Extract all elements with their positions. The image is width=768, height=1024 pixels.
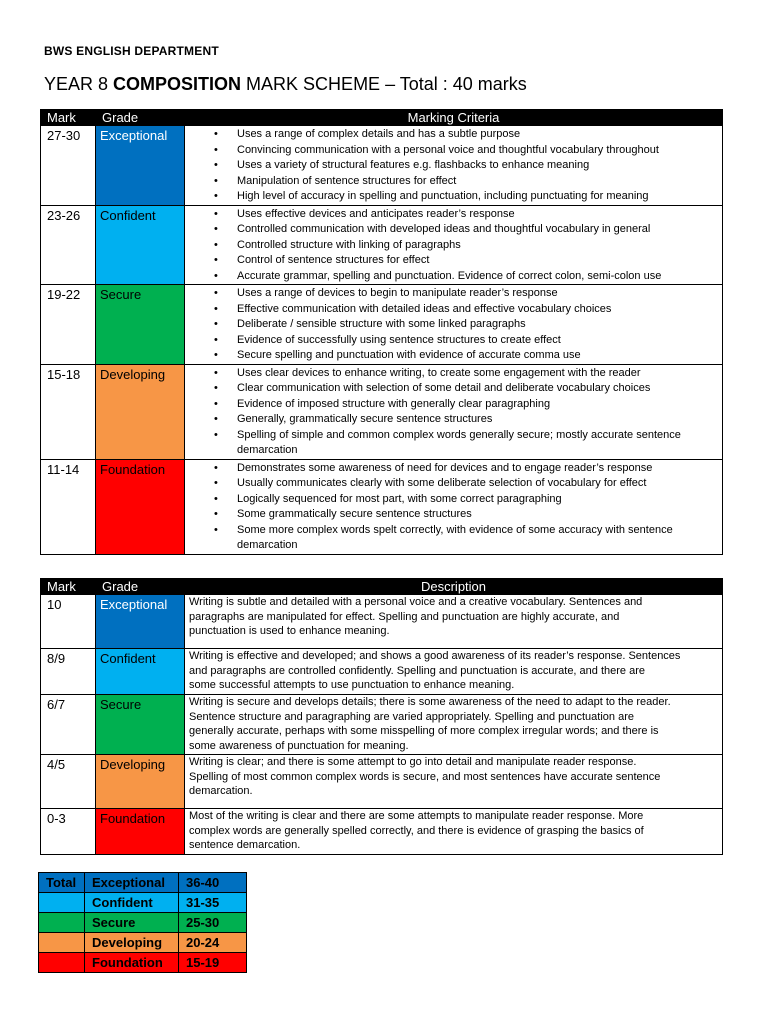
totals-row bbox=[39, 933, 247, 953]
description-line: Most of the writing is clear and there are some attempts to manipulate reader response. More bbox=[189, 810, 644, 822]
description-table bbox=[40, 578, 723, 855]
totals-range: 20-24 bbox=[179, 933, 247, 953]
criteria-bullet: • Uses effective devices and anticipates reader’s response bbox=[185, 207, 718, 223]
criteria-header-grade: Grade bbox=[96, 110, 185, 126]
criteria-bullet: • Effective communication with detailed ideas and effective vocabulary choices bbox=[185, 302, 718, 318]
description-mark: 8/9 bbox=[41, 649, 96, 695]
totals-table bbox=[38, 872, 247, 973]
totals-range: 25-30 bbox=[179, 913, 247, 933]
criteria-bullet: • Some grammatically secure sentence structures bbox=[185, 507, 718, 523]
description-cell bbox=[185, 809, 723, 855]
description-line: some successful attempts to use punctuation to enhance meaning. bbox=[189, 679, 515, 691]
criteria-cell bbox=[185, 285, 723, 365]
criteria-cell bbox=[185, 459, 723, 554]
totals-label-empty bbox=[39, 913, 85, 933]
criteria-grade: Foundation bbox=[96, 459, 185, 554]
title-suffix: MARK SCHEME – Total : 40 marks bbox=[241, 74, 527, 94]
description-line: punctuation is used to enhance meaning. bbox=[189, 625, 390, 637]
criteria-bullet: • Demonstrates some awareness of need for devices and to engage reader’s response bbox=[185, 461, 718, 477]
title-prefix: YEAR 8 bbox=[44, 74, 114, 94]
criteria-bullet: • Controlled structure with linking of paragraphs bbox=[185, 238, 718, 254]
criteria-bullet: • Evidence of imposed structure with generally clear paragraphing bbox=[185, 397, 718, 413]
description-line: and paragraphs are controlled confidently. Spelling and punctuation is accurate, and there are bbox=[189, 664, 645, 677]
description-line: Writing is secure and develops details; there is some awareness of the need to adapt to the reader. bbox=[189, 696, 671, 708]
totals-row bbox=[39, 893, 247, 913]
description-line: Writing is clear; and there is some attempt to go into detail and manipulate reader response. bbox=[189, 756, 637, 768]
criteria-row bbox=[41, 126, 723, 206]
description-line: some awareness of punctuation for meaning. bbox=[189, 739, 409, 752]
description-line: Spelling of most common complex words is secure, and most sentences have accurate sentence bbox=[189, 770, 661, 783]
criteria-mark: 19-22 bbox=[41, 285, 96, 365]
criteria-bullet: • High level of accuracy in spelling and punctuation, including punctuating for meaning bbox=[185, 189, 718, 205]
criteria-cell bbox=[185, 364, 723, 459]
page-title bbox=[44, 74, 527, 95]
criteria-table bbox=[40, 109, 723, 555]
description-grade: Developing bbox=[96, 755, 185, 809]
description-line: paragraphs are manipulated for effect. Spelling and punctuation are highly accurate, and bbox=[189, 610, 620, 623]
criteria-bullet: • Convincing communication with a personal voice and thoughtful vocabulary throughout bbox=[185, 143, 718, 159]
totals-range: 36-40 bbox=[179, 873, 247, 893]
criteria-bullet: • Deliberate / sensible structure with some linked paragraphs bbox=[185, 317, 718, 333]
totals-grade: Exceptional bbox=[85, 873, 179, 893]
totals-grade: Confident bbox=[85, 893, 179, 913]
description-row bbox=[41, 649, 723, 695]
description-header-grade: Grade bbox=[96, 579, 185, 595]
criteria-bullet: • Evidence of successfully using sentence structures to create effect bbox=[185, 333, 718, 349]
description-line: Writing is subtle and detailed with a personal voice and a creative vocabulary. Sentences and bbox=[189, 596, 643, 608]
criteria-grade: Developing bbox=[96, 364, 185, 459]
criteria-bullet: • Manipulation of sentence structures for effect bbox=[185, 174, 718, 190]
criteria-header-row bbox=[41, 110, 723, 126]
department-heading: BWS ENGLISH DEPARTMENT bbox=[44, 44, 219, 58]
description-row bbox=[41, 595, 723, 649]
totals-label-empty bbox=[39, 933, 85, 953]
description-grade: Exceptional bbox=[96, 595, 185, 649]
criteria-header-mark: Mark bbox=[41, 110, 96, 126]
criteria-cell bbox=[185, 126, 723, 206]
criteria-bullet: • Controlled communication with developed ideas and thoughtful vocabulary in general bbox=[185, 222, 718, 238]
description-grade: Foundation bbox=[96, 809, 185, 855]
totals-grade: Foundation bbox=[85, 953, 179, 973]
description-cell bbox=[185, 649, 723, 695]
totals-row bbox=[39, 913, 247, 933]
criteria-bullet: • Secure spelling and punctuation with evidence of accurate comma use bbox=[185, 348, 718, 364]
description-line: Writing is effective and developed; and shows a good awareness of its reader’s response. Sentences bbox=[189, 650, 681, 662]
criteria-header-criteria: Marking Criteria bbox=[185, 110, 723, 126]
criteria-row bbox=[41, 205, 723, 285]
criteria-mark: 15-18 bbox=[41, 364, 96, 459]
description-cell bbox=[185, 595, 723, 649]
description-mark: 0-3 bbox=[41, 809, 96, 855]
criteria-mark: 27-30 bbox=[41, 126, 96, 206]
description-line: generally accurate, perhaps with some misspelling of more complex irregular words; and there is bbox=[189, 725, 659, 737]
description-header-mark: Mark bbox=[41, 579, 96, 595]
description-line: Sentence structure and paragraphing are varied appropriately. Spelling and punctuation are bbox=[189, 710, 634, 723]
criteria-bullet: • Uses a variety of structural features e.g. flashbacks to enhance meaning bbox=[185, 158, 718, 174]
criteria-row bbox=[41, 285, 723, 365]
totals-grade: Developing bbox=[85, 933, 179, 953]
criteria-bullet: • Usually communicates clearly with some deliberate selection of vocabulary for effect bbox=[185, 476, 718, 492]
totals-row bbox=[39, 953, 247, 973]
description-row bbox=[41, 755, 723, 809]
criteria-bullet: • Uses a range of complex details and has a subtle purpose bbox=[185, 127, 718, 143]
description-grade: Confident bbox=[96, 649, 185, 695]
totals-label-empty bbox=[39, 953, 85, 973]
criteria-bullet: • Spelling of simple and common complex words generally secure; mostly accurate sentence demarcation bbox=[185, 428, 718, 459]
title-bold: COMPOSITION bbox=[113, 74, 242, 94]
description-row bbox=[41, 809, 723, 855]
description-header-row bbox=[41, 579, 723, 595]
criteria-bullet: • Uses a range of devices to begin to manipulate reader’s response bbox=[185, 286, 718, 302]
criteria-grade: Secure bbox=[96, 285, 185, 365]
criteria-row bbox=[41, 364, 723, 459]
description-grade: Secure bbox=[96, 695, 185, 755]
totals-label-empty bbox=[39, 893, 85, 913]
criteria-bullet: • Some more complex words spelt correctly, with evidence of some accuracy with sentence demarcation bbox=[185, 523, 718, 554]
description-line: demarcation. bbox=[189, 785, 253, 797]
criteria-bullet: • Uses clear devices to enhance writing, to create some engagement with the reader bbox=[185, 366, 718, 382]
description-cell bbox=[185, 695, 723, 755]
description-line: complex words are generally spelled correctly, and there is evidence of grasping the basics of bbox=[189, 824, 644, 837]
criteria-bullet: • Control of sentence structures for effect bbox=[185, 253, 718, 269]
criteria-bullet: • Generally, grammatically secure sentence structures bbox=[185, 412, 718, 428]
criteria-bullet: • Clear communication with selection of some detail and deliberate vocabulary choices bbox=[185, 381, 718, 397]
totals-row bbox=[39, 873, 247, 893]
description-mark: 4/5 bbox=[41, 755, 96, 809]
totals-grade: Secure bbox=[85, 913, 179, 933]
description-line: sentence demarcation. bbox=[189, 839, 301, 851]
criteria-bullet: • Logically sequenced for most part, with some correct paragraphing bbox=[185, 492, 718, 508]
criteria-bullet: • Accurate grammar, spelling and punctuation. Evidence of correct colon, semi-colon use bbox=[185, 269, 718, 285]
criteria-grade: Exceptional bbox=[96, 126, 185, 206]
description-mark: 10 bbox=[41, 595, 96, 649]
totals-label: Total bbox=[39, 873, 85, 893]
criteria-mark: 23-26 bbox=[41, 205, 96, 285]
criteria-grade: Confident bbox=[96, 205, 185, 285]
description-row bbox=[41, 695, 723, 755]
description-header-description: Description bbox=[185, 579, 723, 595]
criteria-cell bbox=[185, 205, 723, 285]
criteria-mark: 11-14 bbox=[41, 459, 96, 554]
totals-range: 15-19 bbox=[179, 953, 247, 973]
totals-range: 31-35 bbox=[179, 893, 247, 913]
description-mark: 6/7 bbox=[41, 695, 96, 755]
description-cell bbox=[185, 755, 723, 809]
criteria-row bbox=[41, 459, 723, 554]
